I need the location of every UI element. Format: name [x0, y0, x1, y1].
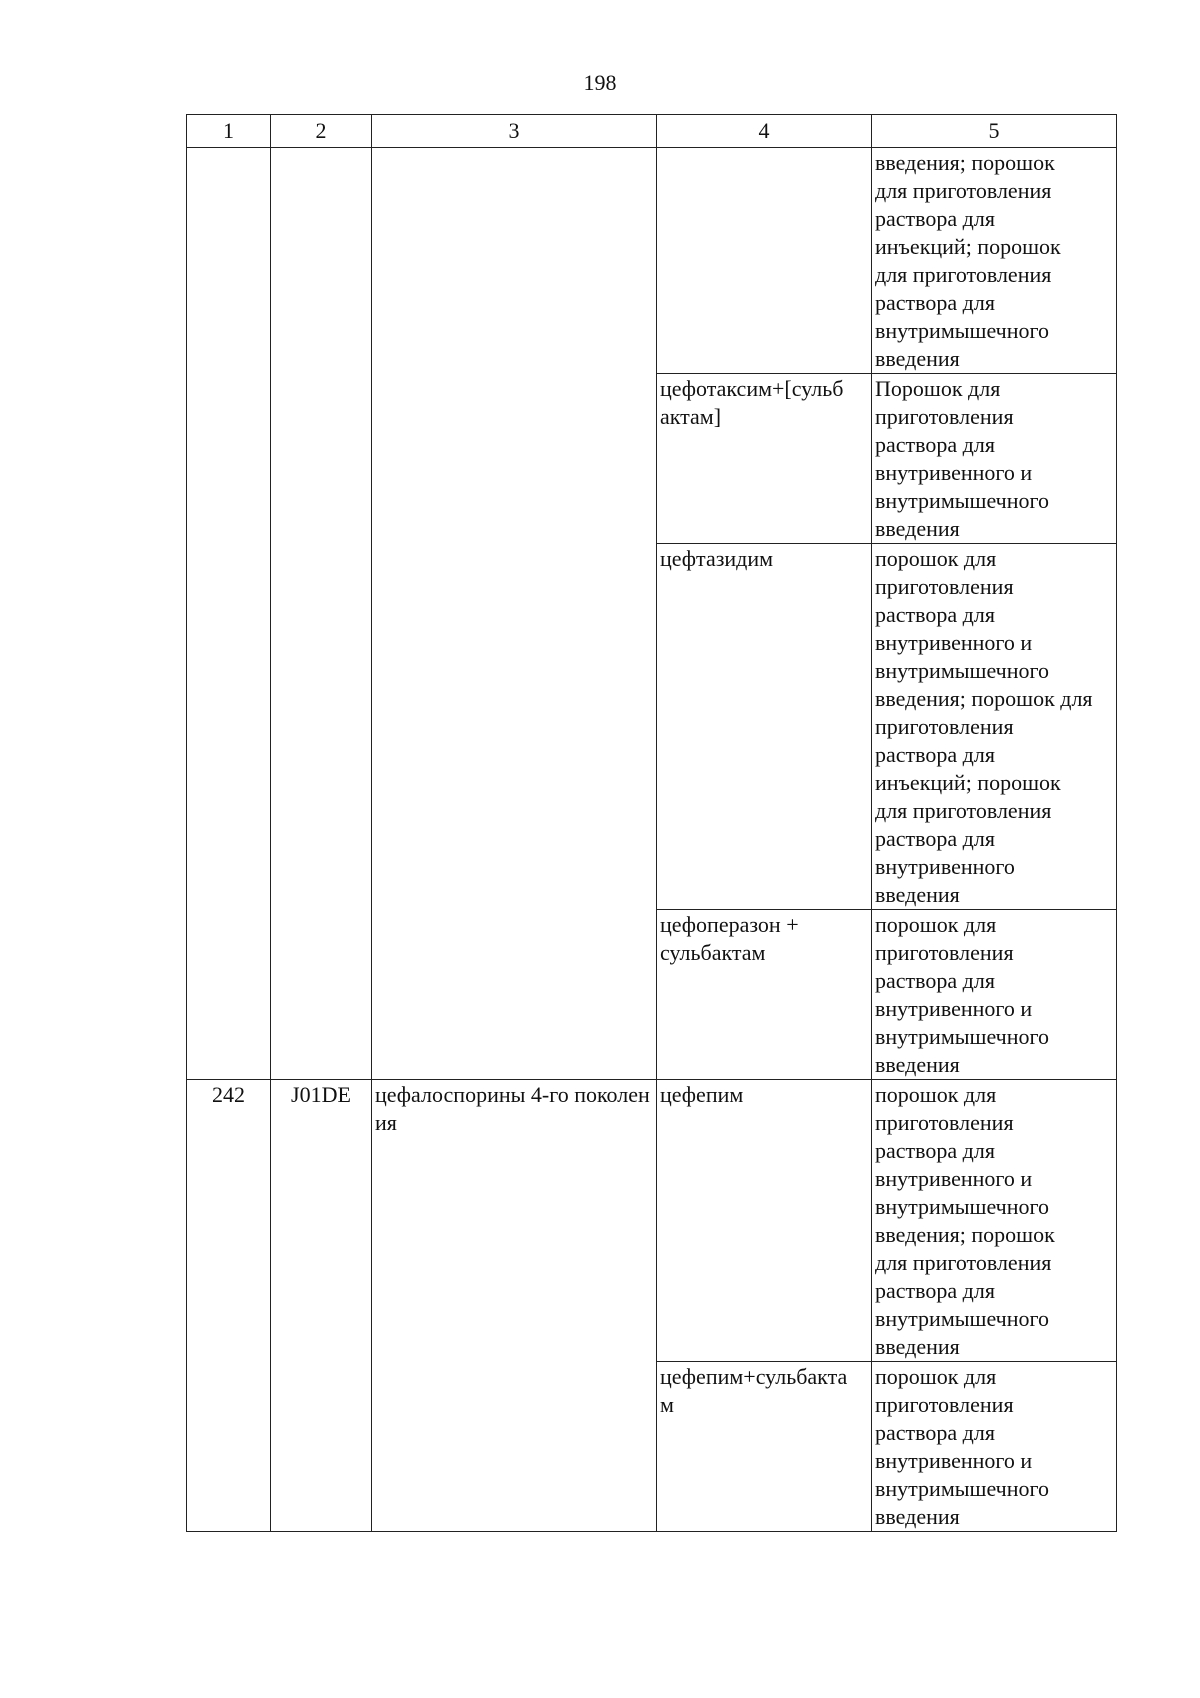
dosage-form-line: для приготовления [875, 262, 1052, 287]
dosage-form-line: порошок для [875, 1364, 997, 1389]
dosage-form-line: введения [875, 516, 960, 541]
dosage-form-line: внутримышечного [875, 1024, 1049, 1049]
dosage-form-cell [872, 148, 1117, 374]
dosage-form-line: приготовления [875, 714, 1014, 739]
atc-group-cell [372, 148, 657, 1080]
table-row [187, 148, 1117, 374]
dosage-form-line: для приготовления [875, 178, 1052, 203]
dosage-form-line: раствора для [875, 1420, 995, 1445]
dosage-form-line: внутривенного и [875, 1166, 1033, 1191]
dosage-form-line: внутримышечного [875, 1194, 1049, 1219]
row-number-cell: 242 [187, 1080, 271, 1532]
atc-code-cell: J01DE [271, 1080, 372, 1532]
table-row [187, 1080, 1117, 1362]
dosage-form-line: раствора для [875, 1138, 995, 1163]
dosage-form-line: раствора для [875, 1278, 995, 1303]
drug-name-line: сульбактам [660, 940, 766, 965]
drug-name-cell [657, 1080, 872, 1362]
drug-name-cell [657, 374, 872, 544]
dosage-form-line: раствора для [875, 968, 995, 993]
dosage-form-cell [872, 1080, 1117, 1362]
drug-name-line: цефтазидим [660, 546, 774, 571]
dosage-form-line: введения [875, 1504, 960, 1529]
dosage-form-line: Порошок для [875, 376, 1001, 401]
dosage-form-line: для приготовления [875, 798, 1052, 823]
dosage-form-line: для приготовления [875, 1250, 1052, 1275]
dosage-form-line: введения; порошок [875, 150, 1055, 175]
drug-name-cell [657, 1362, 872, 1532]
dosage-form-line: инъекций; порошок [875, 770, 1061, 795]
drug-name-line: актам] [660, 404, 722, 429]
dosage-form-cell [872, 544, 1117, 910]
table-body [187, 115, 1117, 1532]
header-col-4: 4 [657, 115, 872, 148]
dosage-form-line: раствора для [875, 742, 995, 767]
dosage-form-line: порошок для [875, 546, 997, 571]
dosage-form-line: внутримышечного [875, 1476, 1049, 1501]
header-col-1: 1 [187, 115, 271, 148]
header-row [187, 115, 1117, 148]
dosage-form-line: внутривенного и [875, 460, 1033, 485]
dosage-form-line: приготовления [875, 1110, 1014, 1135]
dosage-form-line: внутримышечного [875, 1306, 1049, 1331]
drug-name-cell [657, 148, 872, 374]
drug-name-line: цефотаксим+[сульб [660, 376, 844, 401]
dosage-form-line: внутримышечного [875, 658, 1049, 683]
dosage-form-line: порошок для [875, 912, 997, 937]
dosage-form-line: введения; порошок для [875, 686, 1093, 711]
dosage-form-line: приготовления [875, 1392, 1014, 1417]
drug-name-line: цефоперазон + [660, 912, 799, 937]
dosage-form-line: раствора для [875, 826, 995, 851]
dosage-form-line: внутривенного [875, 854, 1015, 879]
dosage-form-line: раствора для [875, 290, 995, 315]
drug-name-line: м [660, 1392, 674, 1417]
atc-code-cell [271, 148, 372, 1080]
medication-table [186, 114, 1117, 1532]
dosage-form-line: внутривенного и [875, 996, 1033, 1021]
dosage-form-line: внутримышечного [875, 488, 1049, 513]
drug-name-line: цефепим [660, 1082, 744, 1107]
dosage-form-line: внутривенного и [875, 630, 1033, 655]
header-col-2: 2 [271, 115, 372, 148]
dosage-form-line: приготовления [875, 940, 1014, 965]
page-number: 198 [583, 70, 617, 95]
drug-name-cell [657, 544, 872, 910]
dosage-form-cell [872, 910, 1117, 1080]
dosage-form-line: приготовления [875, 574, 1014, 599]
dosage-form-line: введения [875, 346, 960, 371]
header-col-5: 5 [872, 115, 1117, 148]
dosage-form-line: введения [875, 882, 960, 907]
dosage-form-line: инъекций; порошок [875, 234, 1061, 259]
row-number-cell [187, 148, 271, 1080]
dosage-form-line: введения [875, 1052, 960, 1077]
dosage-form-cell [872, 1362, 1117, 1532]
dosage-form-line: раствора для [875, 432, 995, 457]
dosage-form-line: внутримышечного [875, 318, 1049, 343]
atc-group-cell: цефалоспорины 4-го поколения [372, 1080, 657, 1532]
dosage-form-line: введения; порошок [875, 1222, 1055, 1247]
dosage-form-line: порошок для [875, 1082, 997, 1107]
dosage-form-line: раствора для [875, 206, 995, 231]
dosage-form-line: раствора для [875, 602, 995, 627]
dosage-form-cell [872, 374, 1117, 544]
drug-name-line: цефепим+сульбакта [660, 1364, 848, 1389]
header-col-3: 3 [372, 115, 657, 148]
dosage-form-line: приготовления [875, 404, 1014, 429]
drug-name-cell [657, 910, 872, 1080]
dosage-form-line: введения [875, 1334, 960, 1359]
dosage-form-line: внутривенного и [875, 1448, 1033, 1473]
